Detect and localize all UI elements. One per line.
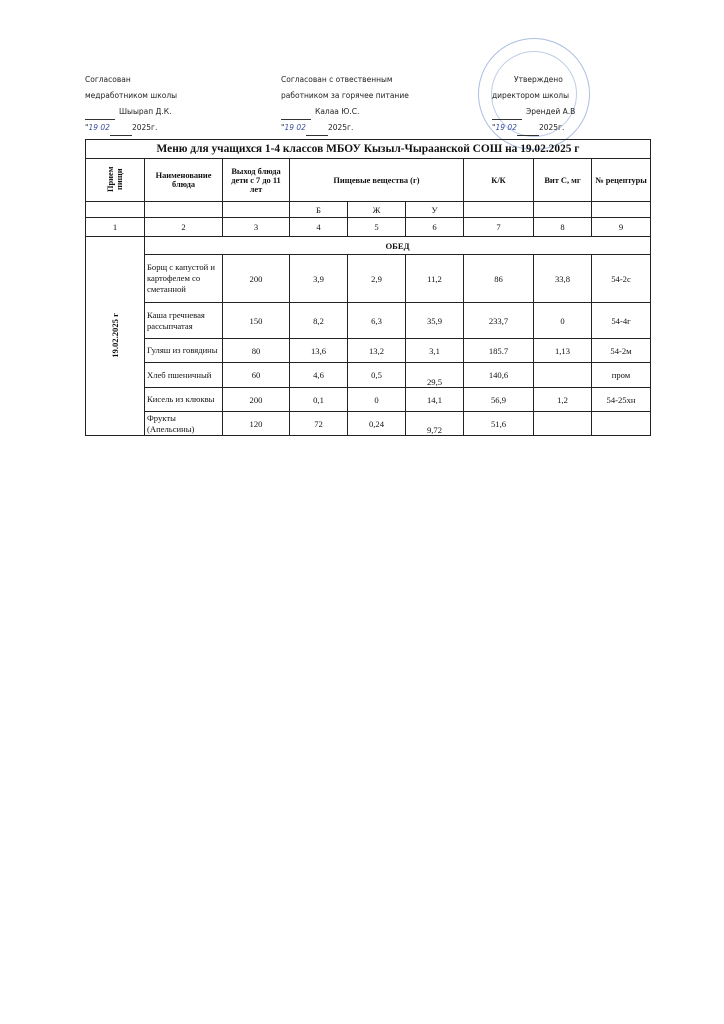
dish-name: Фрукты (Апельсины) <box>145 412 223 436</box>
header-dish-name: Наименование блюда <box>145 159 223 202</box>
approval-food-line1: Согласован с отвественным <box>281 75 393 84</box>
header-meal: Прием пищи <box>86 159 145 202</box>
header-vitc: Вит С, мг <box>534 159 592 202</box>
table-row: Борщ с капустой и картофелем со сметанной 200 3,9 2,9 11,2 86 33,8 54-2с <box>86 255 651 303</box>
table-row: Гуляш из говядины 80 13,6 13,2 3,1 185.7 1,13 54-2м <box>86 339 651 363</box>
approval-food-name: Калаа Ю.С. <box>315 107 360 116</box>
handwritten-date: 19 02 <box>284 123 306 132</box>
dish-name: Борщ с капустой и картофелем со сметанной <box>145 255 223 303</box>
approval-medic-name: Шыырап Д.К. <box>119 107 172 116</box>
table-row: Каша гречневая рассыпчатая 150 8,2 6,3 35,9 233,7 0 54-4г <box>86 303 651 339</box>
menu-title: Меню для учащихся 1-4 классов МБОУ Кызыл-Чыраанской СОШ на 19.02.2025 г <box>86 140 651 159</box>
section-lunch: ОБЕД <box>145 237 651 255</box>
date-cell <box>86 237 145 436</box>
handwritten-date: 19 02 <box>495 123 517 132</box>
approval-director-line1: Утверждено <box>514 75 563 84</box>
dish-name: Гуляш из говядины <box>145 339 223 363</box>
approval-medic-line1: Согласован <box>85 75 131 84</box>
approval-director: Утверждено директором школы Эрендей А.В "19 02 2025г. <box>492 72 575 136</box>
approval-medic: Согласован медработником школы Шыырап Д.К. "19 02 2025г. <box>85 72 177 136</box>
table-row: Фрукты (Апельсины) 120 72 0,24 9,72 51,6 <box>86 412 651 436</box>
approval-block <box>85 72 595 138</box>
header-nutrients: Пищевые вещества (г) <box>290 159 464 202</box>
approval-director-year: 2025г. <box>538 123 565 132</box>
dish-name: Хлеб пшеничный <box>145 363 223 388</box>
table-row: Хлеб пшеничный 60 4,6 0,5 29,5 140,6 пром <box>86 363 651 388</box>
header-recipe: № рецептуры <box>592 159 651 202</box>
dish-name: Каша гречневая рассыпчатая <box>145 303 223 339</box>
menu-date: 19.02.2025 г <box>110 312 120 358</box>
approval-food: Согласован с отвественным работником за горячее питание Калаа Ю.С. "19 02 2025г. <box>281 72 409 136</box>
menu-table <box>85 139 651 436</box>
handwritten-date: 19 02 <box>88 123 110 132</box>
approval-food-year: 2025г. <box>327 123 354 132</box>
subheader-fat: Ж <box>348 202 406 218</box>
table-row: Кисель из клюквы 200 0,1 0 14,1 56,9 1,2 54-25хн <box>86 388 651 412</box>
subheader-protein: Б <box>290 202 348 218</box>
dish-name: Кисель из клюквы <box>145 388 223 412</box>
signature-line <box>492 110 522 120</box>
header-yield: Выход блюда дети с 7 до 11 лет <box>223 159 290 202</box>
column-numbers-row: 1 2 3 4 5 6 7 8 9 <box>86 218 651 237</box>
subheader-carbs: У <box>406 202 464 218</box>
approval-director-name: Эрендей А.В <box>526 107 576 116</box>
header-kcal: К/К <box>464 159 534 202</box>
signature-line <box>281 110 311 120</box>
approval-medic-line2: медработником школы <box>85 91 178 100</box>
approval-food-line2: работником за горячее питание <box>281 91 409 100</box>
approval-director-line2: директором школы <box>492 91 570 100</box>
approval-medic-year: 2025г. <box>131 123 158 132</box>
signature-line <box>85 110 115 120</box>
